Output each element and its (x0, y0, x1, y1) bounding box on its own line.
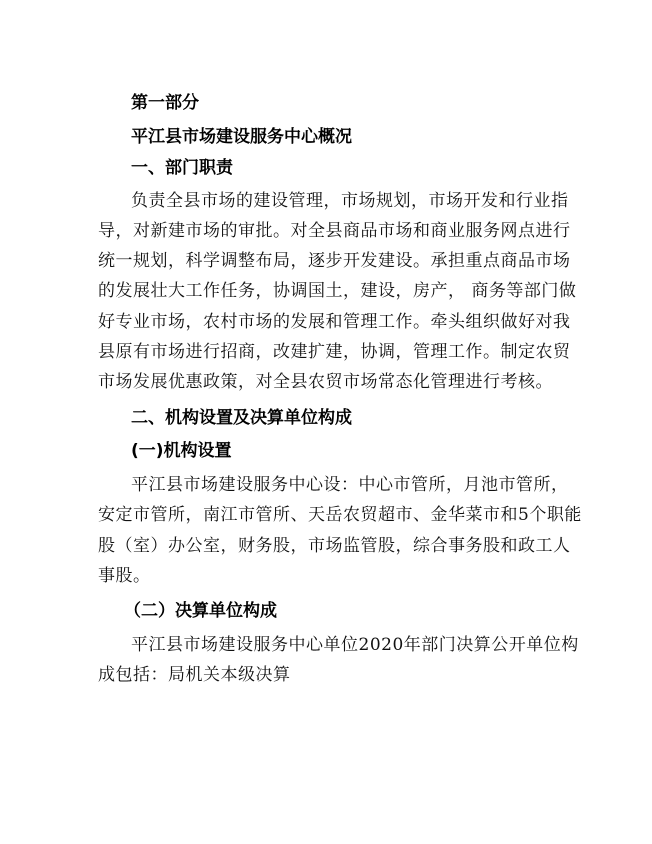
subsection-heading-units: （二）决算单位构成 (124, 601, 277, 621)
section1-line: 市场发展优惠政策，对全县农贸市场常态化管理进行考核。 (98, 372, 553, 392)
part-label: 第一部分 (131, 93, 199, 113)
subsection-heading-org: (一)机构设置 (131, 441, 232, 461)
subsection-line: 事股。 (98, 566, 151, 586)
section1-line: 好专业市场，农村市场的发展和管理工作。牵头组织做好对我 (98, 312, 571, 332)
section2-heading: 二、机构设置及决算单位构成 (131, 408, 352, 428)
subsection-line: 安定市管所，南江市管所、天岳农贸超市、金华菜市和5个职能 (98, 505, 582, 525)
document-title: 平江县市场建设服务中心概况 (131, 127, 352, 147)
section1-line: 统一规划，科学调整布局，逐步开发建设。承担重点商品市场 (98, 251, 571, 271)
subsection-line: 股（室）办公室，财务股，市场监管股，综合事务股和政工人 (98, 536, 571, 556)
section1-line: 导，对新建市场的审批。对全县商品市场和商业服务网点进行 (98, 221, 571, 241)
section1-line: 负责全县市场的建设管理，市场规划，市场开发和行业指 (131, 191, 569, 211)
section1-line: 县原有市场进行招商，改建扩建，协调，管理工作。制定农贸 (98, 342, 571, 362)
subsection-line: 成包括：局机关本级决算 (98, 665, 291, 685)
section1-heading: 一、部门职责 (131, 158, 233, 178)
section1-line: 的发展壮大工作任务，协调国土，建设，房产， 商务等部门做 (98, 281, 577, 301)
subsection-line: 平江县市场建设服务中心设：中心市管所，月池市管所， (131, 475, 569, 495)
subsection-line: 平江县市场建设服务中心单位2020年部门决算公开单位构 (131, 635, 579, 655)
